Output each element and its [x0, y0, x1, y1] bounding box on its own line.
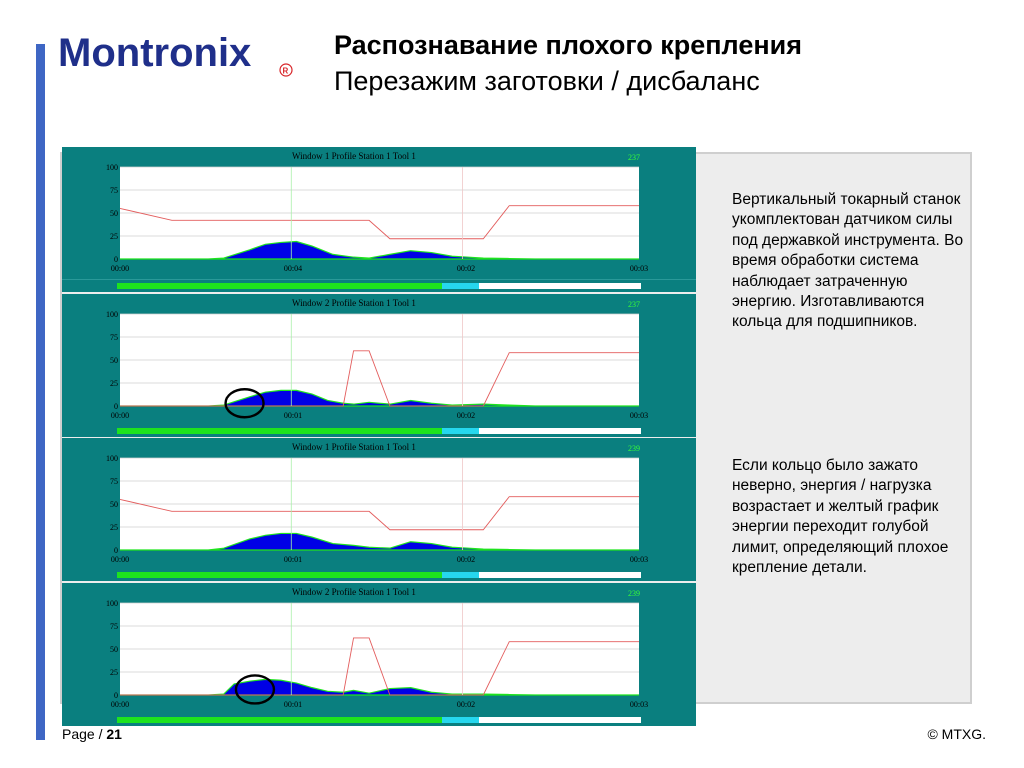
y-tick-label: 25	[110, 668, 118, 677]
y-tick-label: 50	[110, 500, 118, 509]
y-tick-label: 25	[110, 379, 118, 388]
y-tick-label: 0	[114, 402, 118, 411]
page-label: Page /	[62, 726, 103, 742]
y-tick-label: 100	[106, 454, 118, 463]
y-tick-label: 75	[110, 186, 118, 195]
panel-chart	[62, 583, 696, 715]
x-tick-label: 00:00	[110, 700, 130, 709]
accent-bar	[36, 44, 45, 740]
y-tick-label: 75	[110, 477, 118, 486]
panel-count: 237	[628, 300, 640, 309]
progress-track	[117, 283, 641, 289]
progress-track	[117, 572, 641, 578]
panel-title: Window 2 Profile Station 1 Tool 1	[292, 587, 416, 597]
y-tick-label: 100	[106, 163, 118, 172]
x-tick-label: 00:03	[629, 555, 649, 564]
monitor-panel	[62, 438, 696, 571]
progress-green	[117, 717, 442, 723]
progress-cyan	[442, 428, 479, 434]
slide-subtitle: Перезажим заготовки / дисбаланс	[334, 66, 760, 96]
y-tick-label: 0	[114, 691, 118, 700]
x-tick-label: 00:03	[629, 264, 649, 273]
description-paragraph-1: Вертикальный токарный станок укомплектован датчиком силы под державкой инструмента. Во время обработки система наблюдает затраченную энергию. Изготавливаются кольца для подшипников.	[732, 191, 964, 331]
monitor-panel	[62, 294, 696, 427]
x-tick-label: 00:03	[629, 700, 649, 709]
y-tick-label: 25	[110, 523, 118, 532]
logo-text: Montronix	[58, 31, 252, 75]
progress-cyan	[442, 717, 479, 723]
panel-chart	[62, 294, 696, 426]
progress-cyan	[442, 283, 479, 289]
slide-title: Распознавание плохого крепления	[334, 30, 803, 60]
copyright: © MTXG.	[927, 726, 986, 742]
description-paragraph-2: Если кольцо было зажато неверно, энергия / нагрузка возрастает и желтый график энергии переходит голубой лимит, определяющий плохое крепление детали.	[732, 457, 949, 577]
progress-green	[117, 283, 442, 289]
progress-cyan	[442, 572, 479, 578]
x-tick-label: 00:02	[456, 700, 476, 709]
y-tick-label: 50	[110, 645, 118, 654]
panel-title: Window 1 Profile Station 1 Tool 1	[292, 442, 416, 452]
y-tick-label: 0	[114, 546, 118, 555]
y-tick-label: 0	[114, 255, 118, 264]
progress-track	[117, 717, 641, 723]
panel-count: 239	[628, 589, 640, 598]
progress-strip	[62, 280, 696, 292]
progress-green	[117, 428, 442, 434]
x-tick-label: 00:00	[110, 555, 130, 564]
x-tick-label: 00:04	[283, 264, 303, 273]
y-tick-label: 100	[106, 599, 118, 608]
x-tick-label: 00:00	[110, 411, 130, 420]
svg-text:R: R	[282, 66, 289, 76]
panel-count: 237	[628, 153, 640, 162]
y-tick-label: 100	[106, 310, 118, 319]
x-tick-label: 00:02	[456, 411, 476, 420]
x-tick-label: 00:01	[283, 555, 303, 564]
progress-track	[117, 428, 641, 434]
y-tick-label: 75	[110, 622, 118, 631]
y-tick-label: 75	[110, 333, 118, 342]
panel-count: 239	[628, 444, 640, 453]
page-value: 21	[106, 726, 122, 742]
x-tick-label: 00:01	[283, 700, 303, 709]
progress-strip	[62, 714, 696, 726]
x-tick-label: 00:00	[110, 264, 130, 273]
panel-title: Window 1 Profile Station 1 Tool 1	[292, 151, 416, 161]
progress-green	[117, 572, 442, 578]
page-number	[62, 726, 122, 742]
y-tick-label: 25	[110, 232, 118, 241]
panel-title: Window 2 Profile Station 1 Tool 1	[292, 298, 416, 308]
monitor-panel	[62, 583, 696, 716]
progress-strip	[62, 569, 696, 581]
y-tick-label: 50	[110, 356, 118, 365]
progress-strip	[62, 425, 696, 437]
x-tick-label: 00:01	[283, 411, 303, 420]
monitor-panel	[62, 147, 696, 280]
x-tick-label: 00:03	[629, 411, 649, 420]
x-tick-label: 00:02	[456, 555, 476, 564]
panel-chart	[62, 147, 696, 279]
y-tick-label: 50	[110, 209, 118, 218]
panel-chart	[62, 438, 696, 570]
montronix-logo	[58, 30, 298, 82]
x-tick-label: 00:02	[456, 264, 476, 273]
